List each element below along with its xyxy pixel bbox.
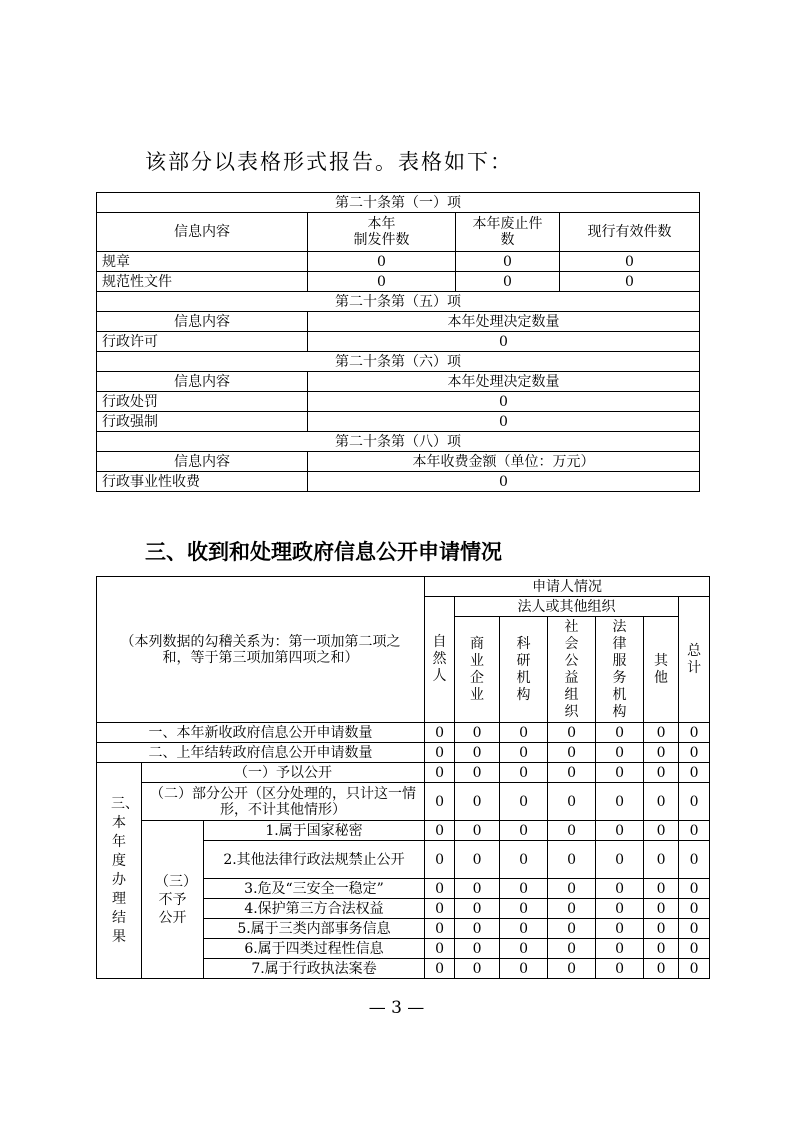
cell-value: 0 [679, 899, 710, 919]
cell-value: 0 [548, 763, 596, 783]
cell-value: 0 [455, 743, 500, 763]
cell-value: 0 [500, 821, 548, 841]
row-label: 5.属于三类内部事务信息 [204, 919, 425, 939]
cell-value: 0 [644, 959, 679, 979]
table-row [97, 763, 710, 783]
cell-value: 0 [425, 899, 455, 919]
cell-value: 0 [644, 939, 679, 959]
cell-value: 0 [596, 763, 644, 783]
cell-value: 0 [308, 252, 456, 272]
cell-value: 0 [500, 919, 548, 939]
row-label: 一、本年新收政府信息公开申请数量 [97, 723, 425, 743]
cell-value: 0 [425, 959, 455, 979]
cell-value: 0 [548, 959, 596, 979]
cell-value: 0 [500, 841, 548, 879]
col-info: 信息内容 [97, 312, 308, 332]
cell-value: 0 [500, 763, 548, 783]
cell-value: 0 [500, 743, 548, 763]
row-label: 二、上年结转政府信息公开申请数量 [97, 743, 425, 763]
cell-value: 0 [560, 272, 700, 292]
cell-value: 0 [500, 879, 548, 899]
cell-value: 0 [455, 763, 500, 783]
col-current: 现行有效件数 [560, 213, 700, 252]
row-label: 行政事业性收费 [97, 472, 308, 492]
cell-value: 0 [455, 783, 500, 821]
col-value: 本年处理决定数量 [308, 312, 700, 332]
cell-value: 0 [644, 763, 679, 783]
table-row [97, 472, 700, 492]
cell-value: 0 [308, 412, 700, 432]
cell-value: 0 [596, 841, 644, 879]
regulation-table [96, 192, 700, 492]
row-label: 7.属于行政执法案卷 [204, 959, 425, 979]
col-value: 本年收费金额（单位：万元） [308, 452, 700, 472]
cell-value: 0 [455, 939, 500, 959]
cell-value: 0 [455, 959, 500, 979]
row-label: 1.属于国家秘密 [204, 821, 425, 841]
row-label: 规章 [97, 252, 308, 272]
col-other-label: 其他 [654, 652, 669, 686]
cell-value: 0 [596, 919, 644, 939]
cell-value: 0 [308, 272, 456, 292]
result-group-text: 三、本年度办理结果 [111, 795, 139, 945]
cell-value: 0 [679, 723, 710, 743]
cell-value: 0 [455, 841, 500, 879]
cell-value: 0 [548, 821, 596, 841]
cell-value: 0 [679, 821, 710, 841]
cell-value: 0 [425, 939, 455, 959]
cell-value: 0 [425, 919, 455, 939]
cell-value: 0 [456, 272, 560, 292]
cell-value: 0 [560, 252, 700, 272]
applicant-header: 申请人情况 [425, 577, 710, 597]
col-business-label: 商业企业 [470, 635, 485, 703]
col-research-label: 科研机构 [516, 635, 531, 703]
intro-text: 该部分以表格形式报告。表格如下： [145, 150, 513, 174]
row-label: 规范性文件 [97, 272, 308, 292]
row-label: 3.危及“三安全一稳定” [204, 879, 425, 899]
col-new-line2: 制发件数 [353, 232, 410, 248]
cell-value: 0 [596, 879, 644, 899]
col-info: 信息内容 [97, 213, 308, 252]
col-new-line1: 本年 [367, 216, 396, 232]
cell-value: 0 [596, 821, 644, 841]
table-row [97, 272, 700, 292]
col-abolished-line2: 数 [500, 232, 515, 248]
cell-value: 0 [644, 821, 679, 841]
table-row [97, 252, 700, 272]
art8-title: 第二十条第（八）项 [97, 432, 700, 452]
cell-value: 0 [679, 743, 710, 763]
col-abolished [456, 213, 560, 252]
cell-value: 0 [548, 783, 596, 821]
table-row [97, 412, 700, 432]
cell-value: 0 [644, 783, 679, 821]
cell-value: 0 [308, 332, 700, 352]
cell-value: 0 [596, 743, 644, 763]
col-social-label: 社会公益组织 [564, 618, 579, 720]
cell-value: 0 [455, 879, 500, 899]
art6-title: 第二十条第（六）项 [97, 352, 700, 372]
cell-value: 0 [425, 743, 455, 763]
col-info: 信息内容 [97, 372, 308, 392]
row-label: 行政许可 [97, 332, 308, 352]
cell-value: 0 [308, 472, 700, 492]
col-research [500, 617, 548, 723]
table-row [97, 332, 700, 352]
cell-value: 0 [548, 879, 596, 899]
cell-value: 0 [679, 763, 710, 783]
cell-value: 0 [548, 899, 596, 919]
cell-value: 0 [644, 723, 679, 743]
cell-value: 0 [456, 252, 560, 272]
cell-value: 0 [679, 841, 710, 879]
cell-value: 0 [425, 821, 455, 841]
legal-header: 法人或其他组织 [455, 597, 679, 617]
cell-value: 0 [679, 919, 710, 939]
cell-value: 0 [500, 899, 548, 919]
col-law [596, 617, 644, 723]
cell-value: 0 [644, 899, 679, 919]
cell-value: 0 [679, 879, 710, 899]
cell-value: 0 [644, 841, 679, 879]
cell-value: 0 [548, 743, 596, 763]
table-row [97, 723, 710, 743]
row-label: 2.其他法律行政法规禁止公开 [204, 841, 425, 879]
col-natural: 自然人 [425, 597, 455, 723]
cell-value: 0 [644, 743, 679, 763]
cell-value: 0 [500, 959, 548, 979]
cell-value: 0 [548, 841, 596, 879]
cell-value: 0 [644, 879, 679, 899]
table-row [97, 392, 700, 412]
cell-value: 0 [425, 879, 455, 899]
cell-value: 0 [455, 821, 500, 841]
art5-title: 第二十条第（五）项 [97, 292, 700, 312]
withheld-group-label [142, 821, 204, 979]
section-title: 三、收到和处理政府信息公开申请情况 [145, 540, 502, 564]
cell-value: 0 [425, 763, 455, 783]
col-new [308, 213, 456, 252]
cell-value: 0 [500, 783, 548, 821]
col-other [644, 617, 679, 723]
cell-value: 0 [596, 783, 644, 821]
row-label: （二）部分公开（区分处理的，只计这一情形，不计其他情形） [142, 783, 425, 821]
col-value: 本年处理决定数量 [308, 372, 700, 392]
cell-value: 0 [596, 899, 644, 919]
col-social [548, 617, 596, 723]
cell-value: 0 [548, 939, 596, 959]
cell-value: 0 [548, 919, 596, 939]
col-law-label: 法律服务机构 [612, 618, 627, 720]
cell-value: 0 [425, 841, 455, 879]
col-abolished-line1: 本年废止件 [472, 216, 543, 232]
cell-value: 0 [679, 783, 710, 821]
cell-value: 0 [455, 899, 500, 919]
cell-value: 0 [500, 723, 548, 743]
withheld-group-text: （三）不予公开 [155, 873, 190, 926]
cell-value: 0 [679, 939, 710, 959]
cell-value: 0 [455, 723, 500, 743]
art1-title: 第二十条第（一）项 [97, 193, 700, 213]
table-row [97, 783, 710, 821]
row-label: 行政强制 [97, 412, 308, 432]
cell-value: 0 [425, 723, 455, 743]
cell-value: 0 [596, 959, 644, 979]
row-label: 行政处罚 [97, 392, 308, 412]
table-row [97, 821, 710, 841]
col-total: 总计 [679, 597, 710, 723]
note-cell: （本列数据的勾稽关系为：第一项加第二项之和，等于第三项加第四项之和） [97, 577, 425, 723]
page-number: — 3 — [368, 998, 425, 1018]
cell-value: 0 [596, 723, 644, 743]
row-label: 6.属于四类过程性信息 [204, 939, 425, 959]
cell-value: 0 [308, 392, 700, 412]
cell-value: 0 [596, 939, 644, 959]
result-group-label [97, 763, 142, 979]
col-business [455, 617, 500, 723]
cell-value: 0 [679, 959, 710, 979]
cell-value: 0 [500, 939, 548, 959]
table-row [97, 743, 710, 763]
row-label: 4.保护第三方合法权益 [204, 899, 425, 919]
row-label: （一）予以公开 [142, 763, 425, 783]
cell-value: 0 [455, 919, 500, 939]
cell-value: 0 [548, 723, 596, 743]
cell-value: 0 [425, 783, 455, 821]
cell-value: 0 [644, 919, 679, 939]
col-info: 信息内容 [97, 452, 308, 472]
application-table [96, 576, 710, 979]
